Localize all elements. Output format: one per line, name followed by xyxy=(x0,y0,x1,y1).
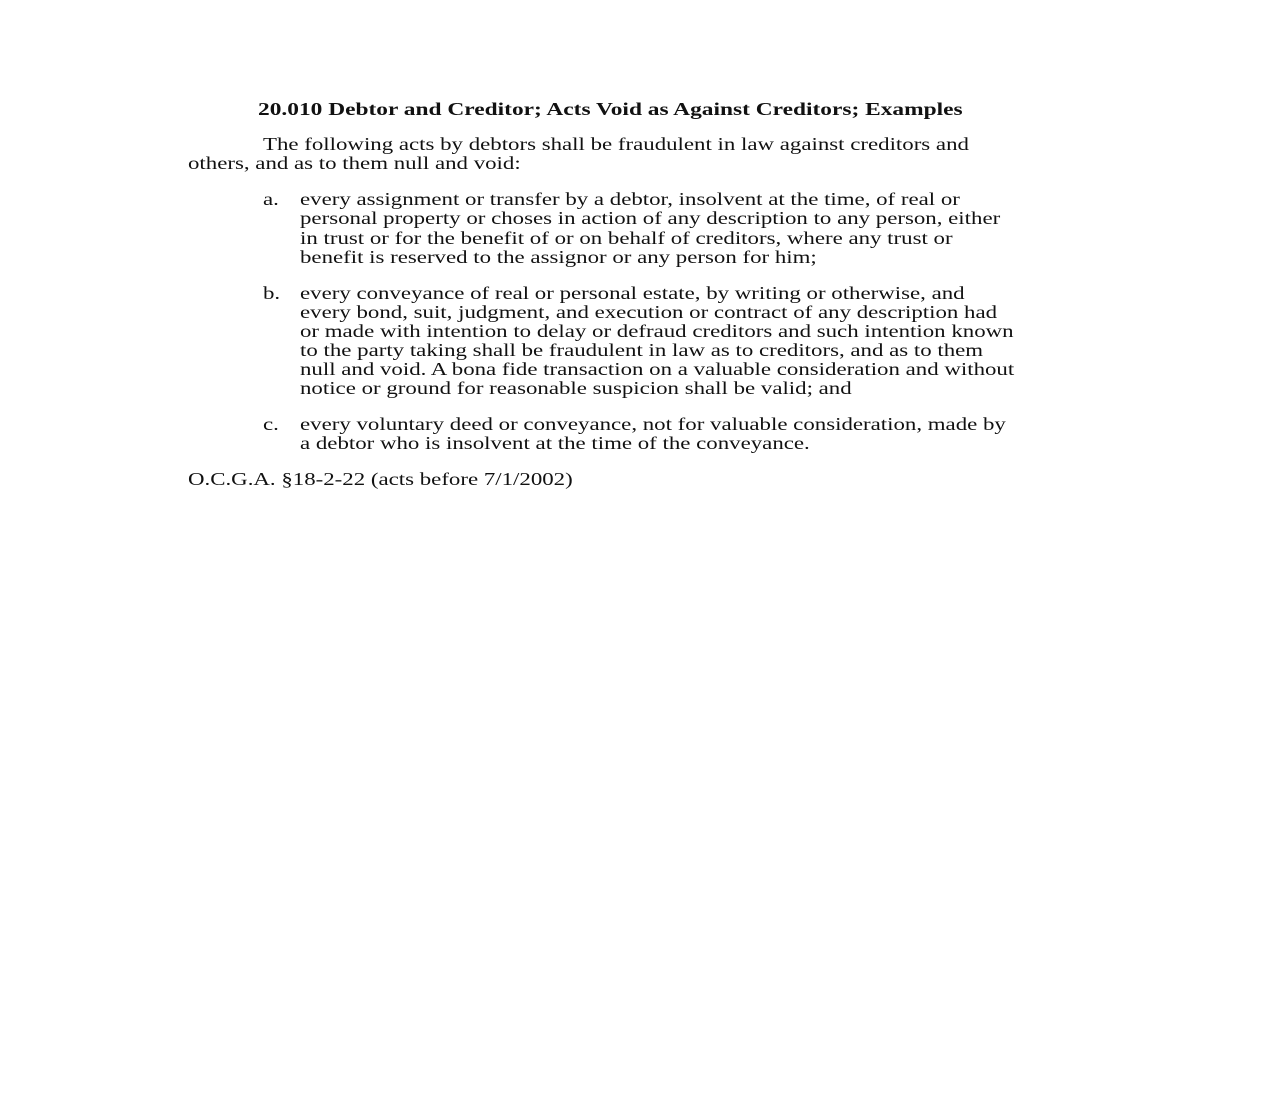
list-line: a debtor who is insolvent at the time of the conveyance. xyxy=(300,433,810,453)
citation: O.C.G.A. §18-2-22 (acts before 7/1/2002) xyxy=(188,469,573,489)
list-line: benefit is reserved to the assignor or any person for him; xyxy=(300,247,817,267)
list-line: every bond, suit, judgment, and execution or contract of any description had xyxy=(300,302,998,322)
list-marker: b. xyxy=(263,283,281,303)
list-line: in trust or for the benefit of or on behalf of creditors, where any trust or xyxy=(300,228,953,248)
list-line: notice or ground for reasonable suspicion shall be valid; and xyxy=(300,378,852,398)
list-marker: c. xyxy=(263,414,279,434)
intro-line: others, and as to them null and void: xyxy=(188,153,521,173)
section-title: 20.010 Debtor and Creditor; Acts Void as Against Creditors; Examples xyxy=(258,99,963,119)
list-line: to the party taking shall be fraudulent in law as to creditors, and as to them xyxy=(300,340,984,360)
intro-line: The following acts by debtors shall be fraudulent in law against creditors and xyxy=(263,134,969,154)
list-marker: a. xyxy=(263,189,279,209)
list-line: every conveyance of real or personal estate, by writing or otherwise, and xyxy=(300,283,965,303)
list-line: personal property or choses in action of any description to any person, either xyxy=(300,208,1001,228)
list-line: every assignment or transfer by a debtor, insolvent at the time, of real or xyxy=(300,189,960,209)
list-line: or made with intention to delay or defraud creditors and such intention known xyxy=(300,321,1014,341)
list-line: null and void. A bona fide transaction on a valuable consideration and without xyxy=(300,359,1015,379)
list-line: every voluntary deed or conveyance, not for valuable consideration, made by xyxy=(300,414,1006,434)
